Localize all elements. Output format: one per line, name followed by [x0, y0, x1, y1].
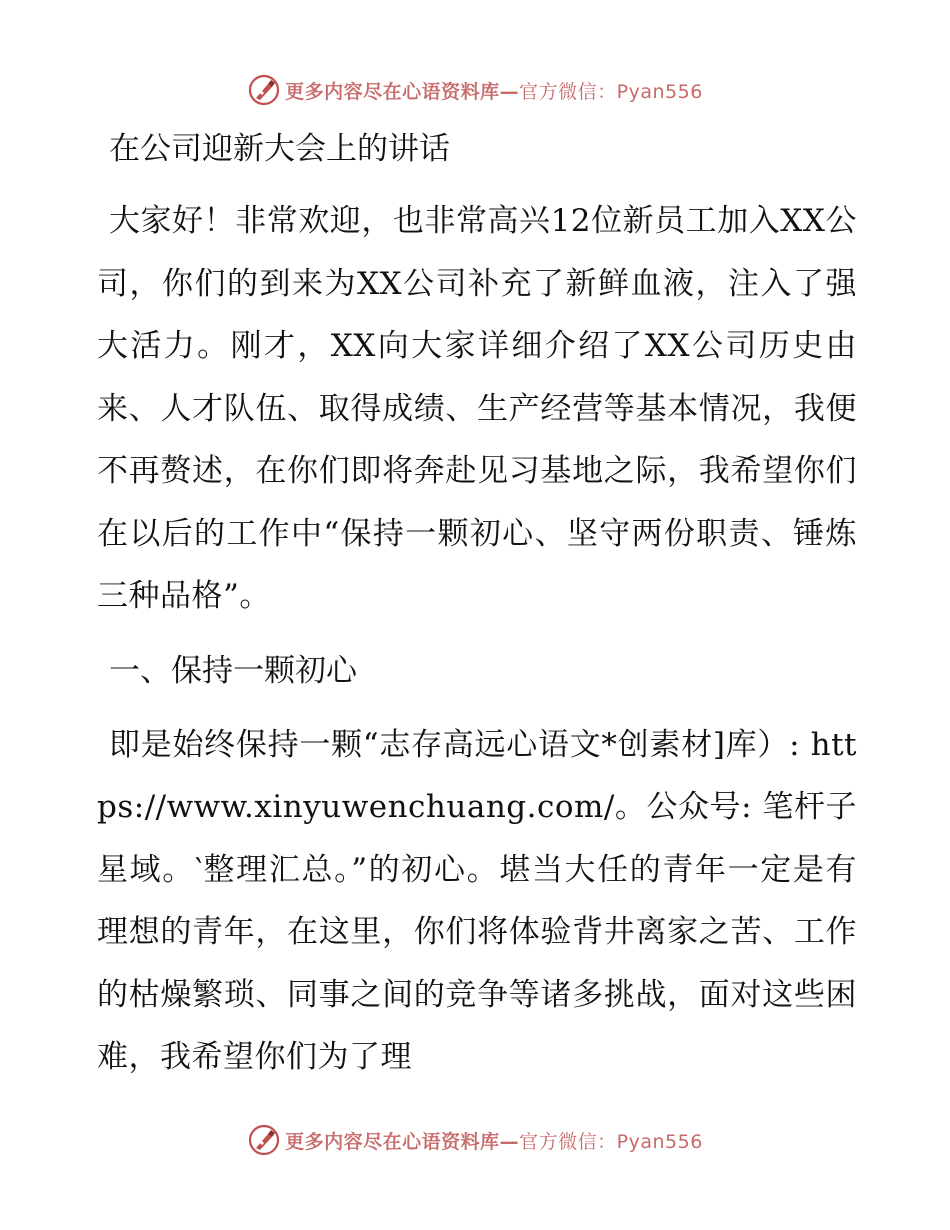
- document-title: 在公司迎新大会上的讲话: [109, 131, 450, 167]
- watermark-text: 更多内容尽在心语资料库—官方微信：Pyan556: [285, 1130, 703, 1153]
- pen-nib-icon: [247, 73, 281, 107]
- paragraph-intro: 大家好！非常欢迎，也非常高兴12位新员工加入XX公司，你们的到来为XX公司补充了新鲜血液，注入了强大活力。刚才，XX向大家详细介绍了XX公司历史由来、人才队伍、取得成绩、生产经营等基本情况，我便不再赘述，在你们即将奔赴见习基地之际，我希望你们在以后的工作中“保持一颗初心、坚守两份职责、锤炼三种品格”。: [97, 203, 857, 614]
- header-watermark-banner: [0, 70, 950, 110]
- pen-nib-icon: [247, 1123, 281, 1157]
- document-body: [97, 118, 857, 1089]
- section-heading-1: 一、保持一颗初心: [109, 652, 357, 689]
- paragraph-section-1: 即是始终保持一颗“志存高远心语文*创素材]库）: https://www.xinyuwenchuang.com/。公众号: 笔杆子星域。‵整理汇总。”的初心。堪当大任的青年一定是有理想的青年，在这里，你们将体验背井离家之苦、工作的枯燥繁琐、同事之间的竞争等诸多挑战，面对这些困难，我希望你们为了理: [97, 726, 857, 1075]
- watermark-text: 更多内容尽在心语资料库—官方微信：Pyan556: [285, 80, 703, 103]
- footer-watermark-banner: [0, 1120, 950, 1160]
